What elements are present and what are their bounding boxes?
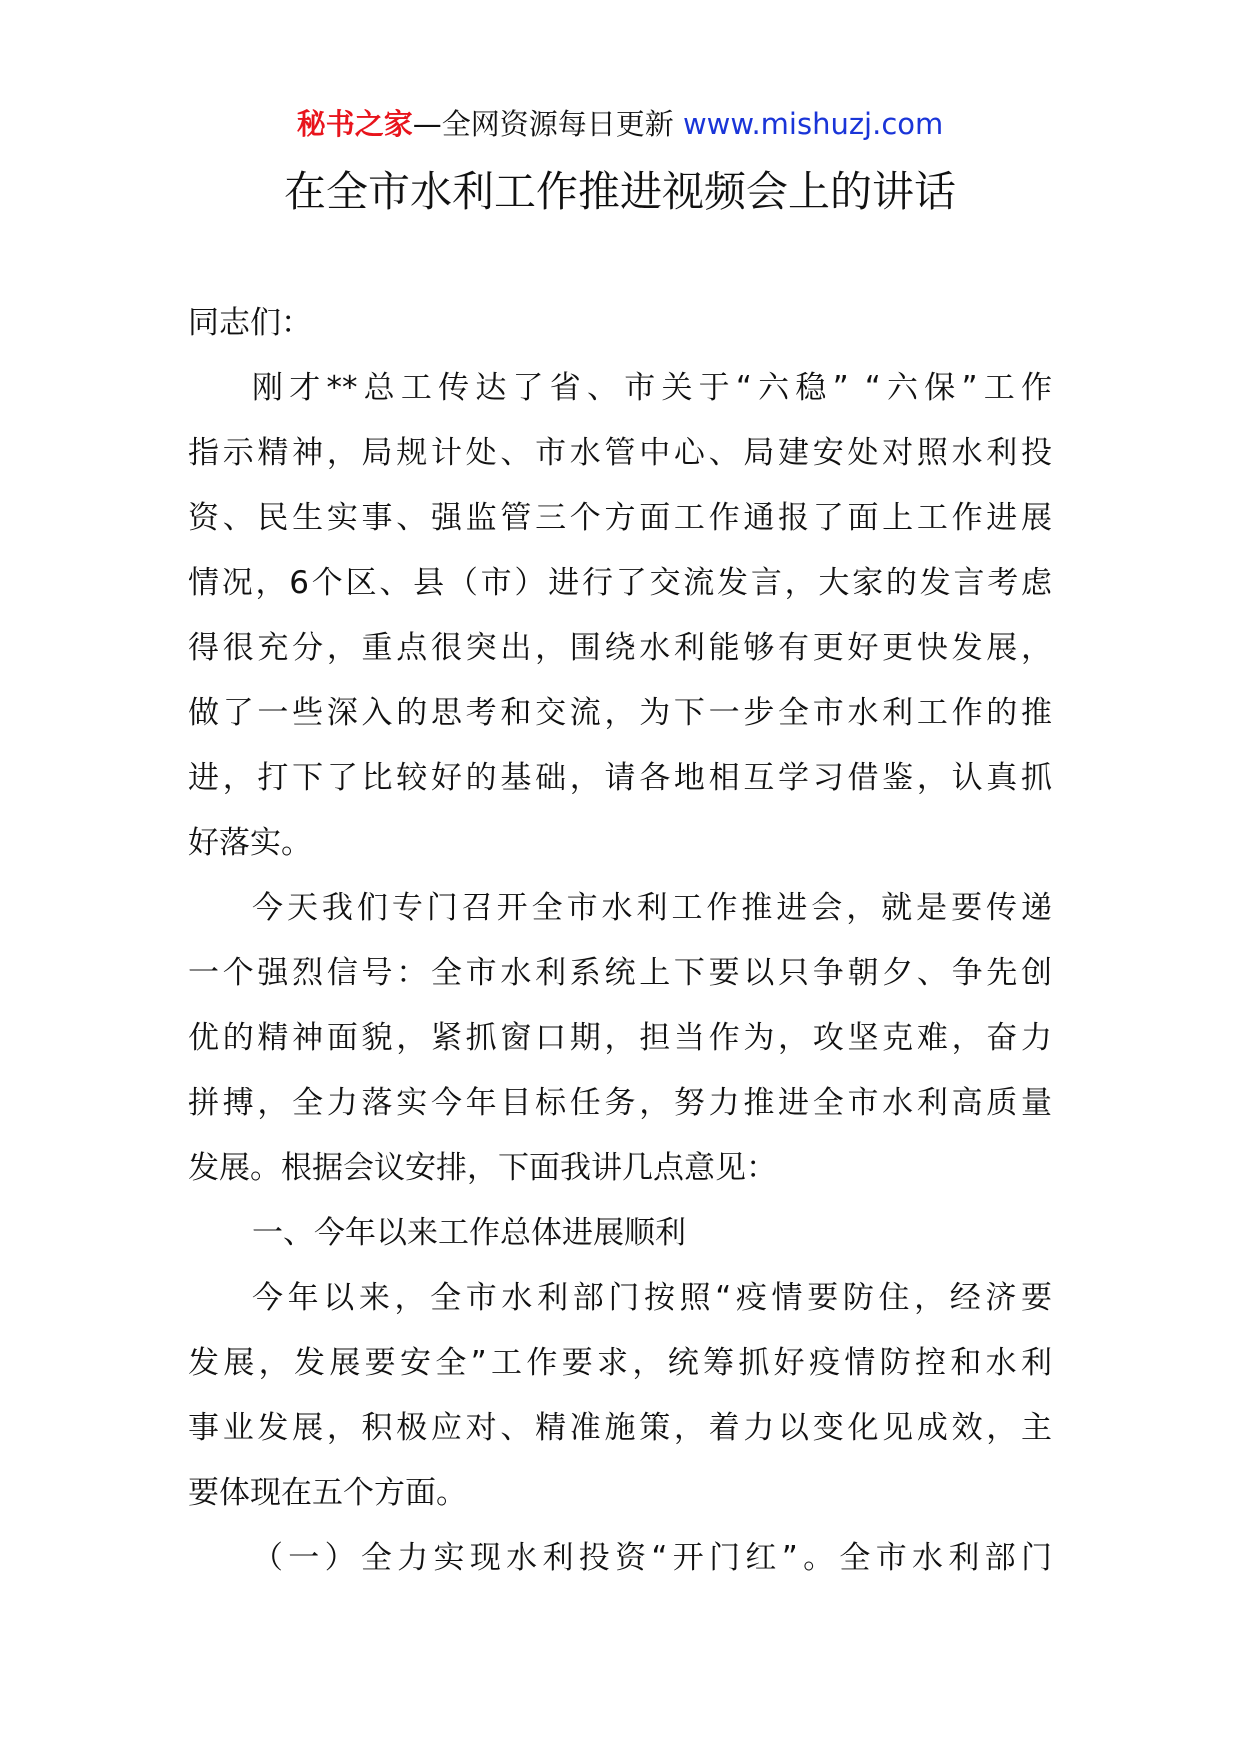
body-line: 优的精神面貌，紧抓窗口期，担当作为，攻坚克难，奋力	[188, 1020, 1052, 1056]
body-line: 要体现在五个方面。	[188, 1475, 467, 1511]
body-line: （一）全力实现水利投资“开门红”。全市水利部门	[252, 1540, 1052, 1576]
site-tagline: —全网资源每日更新	[412, 107, 674, 141]
body-line: 刚才**总工传达了省、市关于“六稳” “六保”工作	[252, 370, 1052, 406]
body-line: 事业发展，积极应对、精准施策，着力以变化见成效，主	[188, 1410, 1052, 1446]
site-header-banner	[0, 102, 1240, 146]
body-line: 进，打下了比较好的基础，请各地相互学习借鉴，认真抓	[188, 760, 1052, 796]
body-line: 今年以来，全市水利部门按照“疫情要防住，经济要	[252, 1280, 1052, 1316]
body-line: 指示精神，局规计处、市水管中心、局建安处对照水利投	[188, 435, 1052, 471]
body-line: 发展。根据会议安排，下面我讲几点意见：	[188, 1150, 777, 1186]
body-line: 得很充分，重点很突出，围绕水利能够有更好更快发展，	[188, 630, 1052, 666]
body-line: 一、今年以来工作总体进展顺利	[252, 1215, 686, 1251]
body-line: 资、民生实事、强监管三个方面工作通报了面上工作进展	[188, 500, 1052, 536]
body-line: 拼搏，全力落实今年目标任务，努力推进全市水利高质量	[188, 1085, 1052, 1121]
site-brand: 秘书之家	[296, 107, 413, 141]
body-line: 发展，发展要安全”工作要求，统筹抓好疫情防控和水利	[188, 1345, 1052, 1381]
body-line: 好落实。	[188, 825, 312, 861]
body-line: 同志们：	[188, 305, 312, 341]
body-line: 一个强烈信号：全市水利系统上下要以只争朝夕、争先创	[188, 955, 1052, 991]
document-title: 在全市水利工作推进视频会上的讲话	[283, 167, 956, 216]
body-line: 情况，6个区、县（市）进行了交流发言，大家的发言考虑	[188, 565, 1052, 601]
site-url-link[interactable]: www.mishuzj.com	[682, 107, 944, 141]
document-body	[188, 291, 1052, 1591]
body-line: 做了一些深入的思考和交流，为下一步全市水利工作的推	[188, 695, 1052, 731]
body-line: 今天我们专门召开全市水利工作推进会，就是要传递	[252, 890, 1052, 926]
